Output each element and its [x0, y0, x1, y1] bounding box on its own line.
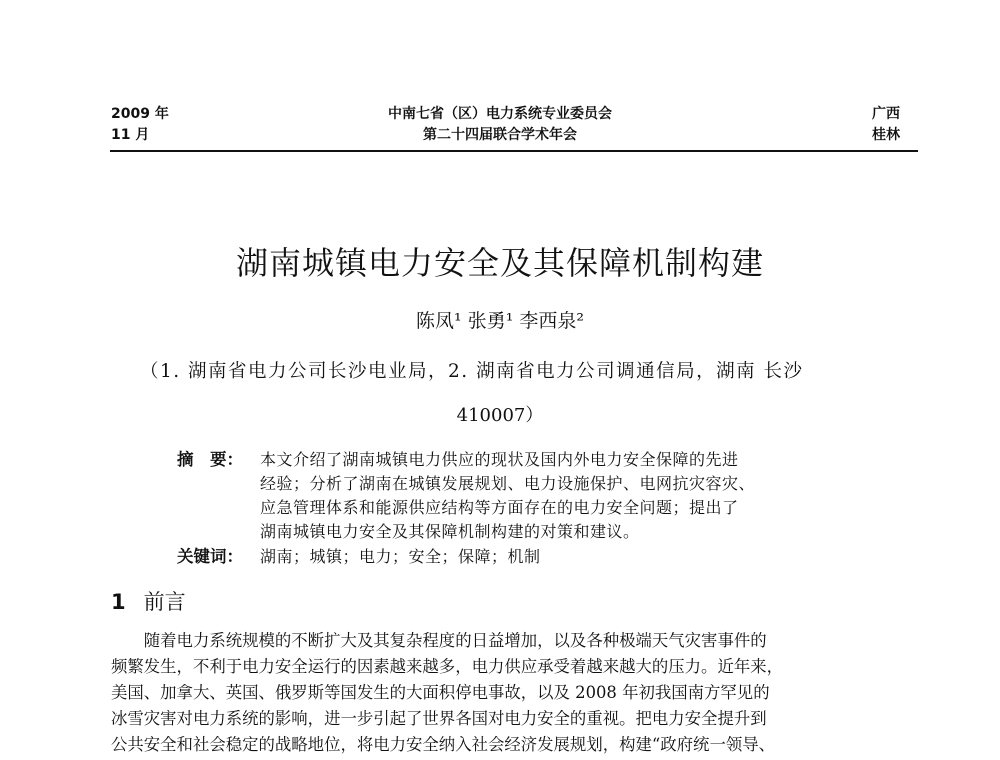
paper-authors: 陈凤¹ 张勇¹ 李西泉² [416, 310, 584, 332]
section-number: 1 [111, 590, 126, 614]
section-heading [111, 586, 186, 616]
body-line: 频繁发生，不利于电力安全运行的因素越来越多，电力供应承受着越来越大的压力。近年来， [111, 657, 784, 676]
section-title: 前言 [143, 590, 186, 614]
keywords-label: 关键词： [177, 547, 243, 566]
paper-affiliation-zip: 410007） [456, 405, 544, 426]
header-year: 2009 年 [111, 106, 169, 122]
paper-title: 湖南城镇电力安全及其保障机制构建 [235, 244, 764, 282]
header-place1: 广西 [872, 106, 900, 122]
abstract-line: 经验；分析了湖南在城镇发展规划、电力设施保护、电网抗灾容灾、 [260, 474, 756, 493]
body-line: 随着电力系统规模的不断扩大及其复杂程度的日益增加，以及各种极端天气灾害事件的 [111, 631, 767, 650]
header-rule [110, 150, 918, 152]
body-line: 美国、加拿大、英国、俄罗斯等国发生的大面积停电事故，以及 2008 年初我国南方罕见的 [111, 683, 770, 702]
paper-affiliation: （1. 湖南省电力公司长沙电业局，2. 湖南省电力公司调通信局，湖南 长沙 [140, 361, 804, 382]
body-line: 公共安全和社会稳定的战略地位，将电力安全纳入社会经济发展规划，构建“政府统一领导、 [111, 735, 776, 754]
header-month: 11 月 [111, 127, 150, 143]
body-line: 冰雪灾害对电力系统的影响，进一步引起了世界各国对电力安全的重视。把电力安全提升到 [111, 709, 767, 728]
abstract-label: 摘 要： [177, 450, 243, 469]
header-org-line2: 第二十四届联合学术年会 [423, 127, 577, 143]
header-org-line1: 中南七省（区）电力系统专业委员会 [388, 106, 612, 122]
abstract-line: 本文介绍了湖南城镇电力供应的现状及国内外电力安全保障的先进 [260, 450, 739, 469]
keywords-text: 湖南；城镇；电力；安全；保障；机制 [260, 547, 541, 566]
abstract-line: 应急管理体系和能源供应结构等方面存在的电力安全问题；提出了 [260, 498, 739, 517]
header-place2: 桂林 [872, 127, 900, 143]
abstract-line: 湖南城镇电力安全及其保障机制构建的对策和建议。 [260, 522, 640, 541]
